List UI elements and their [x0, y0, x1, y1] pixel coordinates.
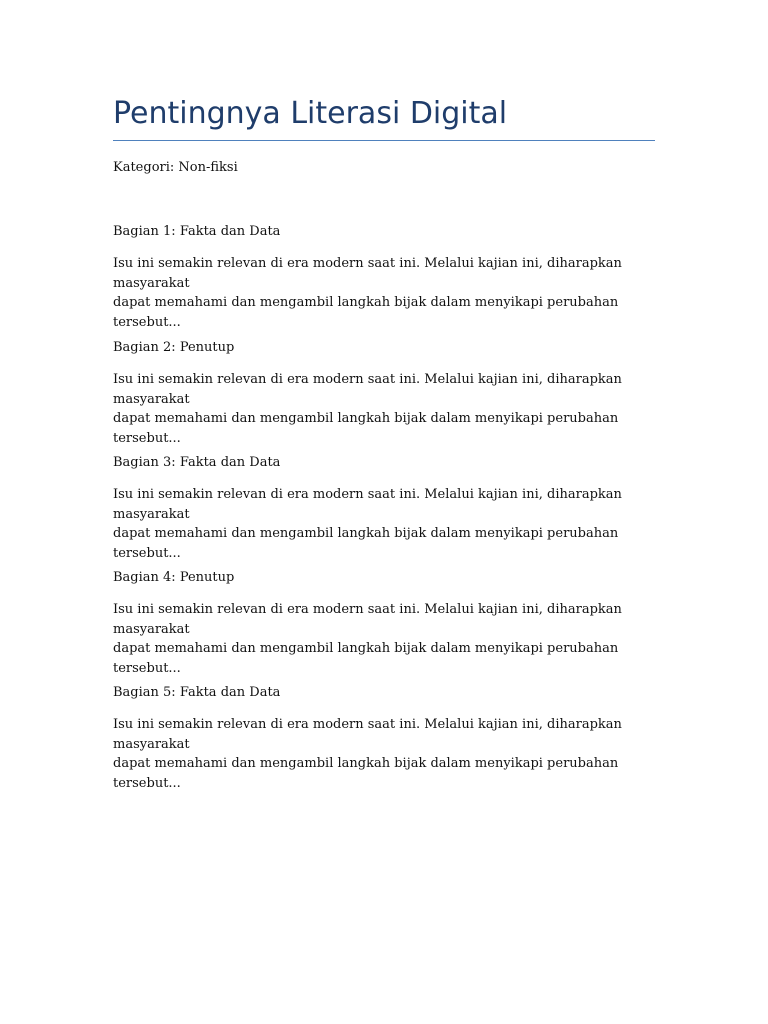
section-5: [113, 683, 673, 793]
section-heading: Bagian 5: Fakta dan Data: [113, 685, 281, 700]
section-3: [113, 453, 673, 563]
section-heading: Bagian 4: Penutup: [113, 570, 235, 585]
section-paragraph: Isu ini semakin relevan di era modern saat ini. Melalui kajian ini, diharapkan masyarakat dapat memahami dan mengambil langkah bijak dalam menyikapi perubahan tersebut...: [113, 256, 622, 330]
section-heading: Bagian 3: Fakta dan Data: [113, 455, 281, 470]
section-2: [113, 338, 673, 448]
section-paragraph: Isu ini semakin relevan di era modern saat ini. Melalui kajian ini, diharapkan masyarakat dapat memahami dan mengambil langkah bijak dalam menyikapi perubahan tersebut...: [113, 717, 622, 791]
section-paragraph: Isu ini semakin relevan di era modern saat ini. Melalui kajian ini, diharapkan masyarakat dapat memahami dan mengambil langkah bijak dalam menyikapi perubahan tersebut...: [113, 487, 622, 561]
document-title: Pentingnya Literasi Digital: [113, 96, 508, 131]
section-paragraph: Isu ini semakin relevan di era modern saat ini. Melalui kajian ini, diharapkan masyarakat dapat memahami dan mengambil langkah bijak dalam menyikapi perubahan tersebut...: [113, 602, 622, 676]
section-4: [113, 568, 673, 678]
section-heading: Bagian 2: Penutup: [113, 340, 235, 355]
section-paragraph: Isu ini semakin relevan di era modern saat ini. Melalui kajian ini, diharapkan masyarakat dapat memahami dan mengambil langkah bijak dalam menyikapi perubahan tersebut...: [113, 372, 622, 446]
title-underline: [113, 140, 655, 141]
category-label: Kategori: Non-fiksi: [113, 160, 238, 175]
section-1: [113, 222, 673, 332]
section-heading: Bagian 1: Fakta dan Data: [113, 224, 281, 239]
